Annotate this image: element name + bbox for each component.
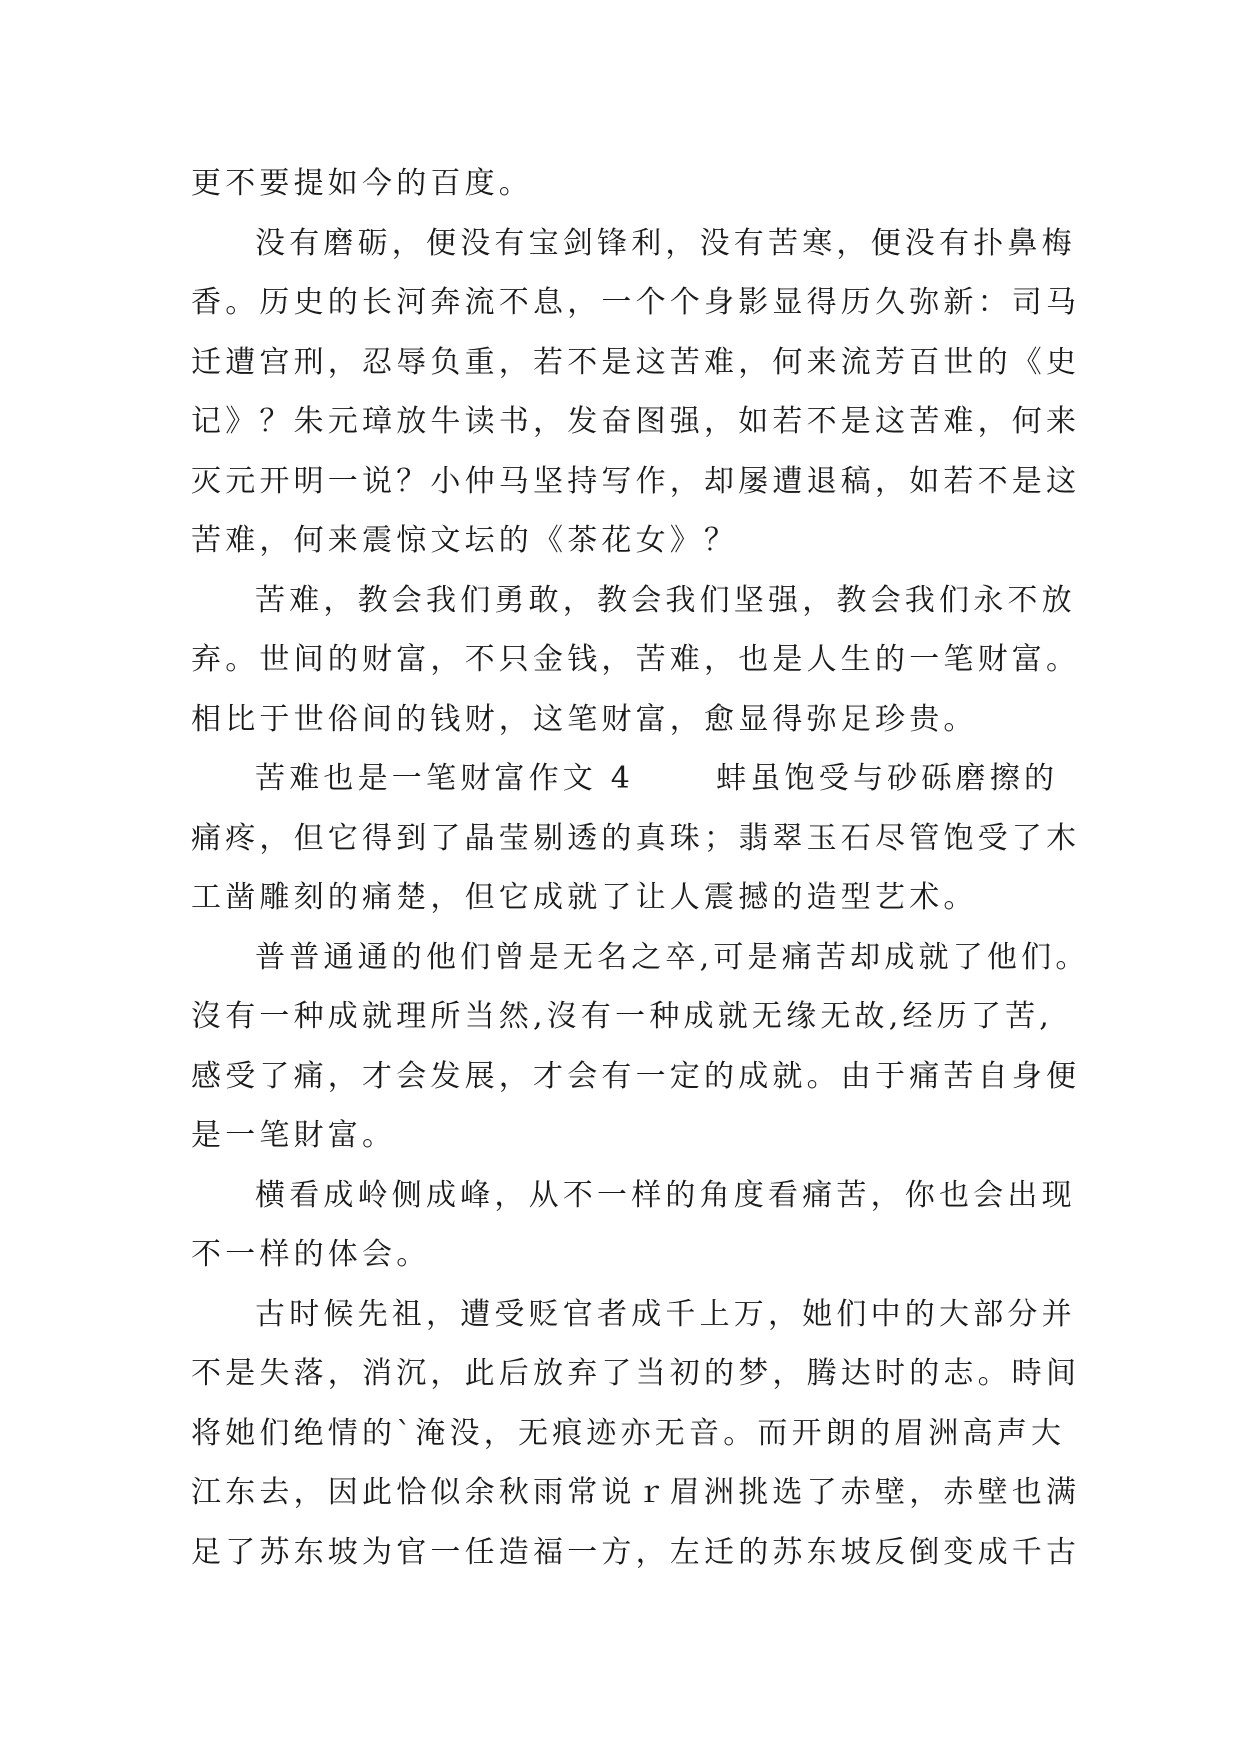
text-line: 工凿雕刻的痛楚，但它成就了让人震撼的造型艺术。 [191,880,978,915]
text-line: 苦难也是一笔财富作文 4 蚌虽饱受与砂砾磨擦的 [255,761,1059,796]
text-line: 古时候先祖，遭受贬官者成千上万，她们中的大部分并 [255,1296,1076,1332]
text-line: 没有磨砺，便没有宝剑锋利，没有苦寒，便没有扑鼻梅 [255,225,1076,261]
text-line: 香。历史的长河奔流不息，一个个身影显得历久弥新：司马 [191,285,1081,320]
text-line: 苦难，何来震惊文坛的《茶花女》？ [191,523,739,558]
text-line: 普普通通的他们曾是无名之卒,可是痛苦却成就了他们。 [255,939,1090,975]
text-line: 记》？朱元璋放牛读书，发奋图强，如若不是这苦难，何来 [191,404,1081,439]
text-line: 横看成岭侧成峰，从不一样的角度看痛苦，你也会出现 [255,1177,1076,1213]
text-line: 痛疼，但它得到了晶莹剔透的真珠；翡翠玉石尽管饱受了木 [191,820,1081,856]
text-line: 迁遭宫刑，忍辱负重，若不是这苦难，何来流芳百世的《史 [191,344,1081,380]
text-line: 更不要提如今的百度。 [191,166,533,201]
text-line: 相比于世俗间的钱财，这笔财富，愈显得弥足珍贵。 [191,701,978,737]
text-line: 弃。世间的财富，不只金钱，苦难，也是人生的一笔财富。 [191,642,1081,677]
text-line: 感受了痛，才会发展，才会有一定的成就。由于痛苦自身便 [191,1058,1081,1094]
text-line: 沒有一种成就理所当然,沒有一种成就无缘无故,经历了苦, [191,999,1054,1034]
text-line: 是一笔財富。 [191,1118,397,1153]
body-text [191,154,1090,1582]
text-line: 江东去，因此恰似余秋雨常说ｒ眉洲挑选了赤壁，赤壁也满 [191,1475,1081,1510]
text-line: 不是失落，消沉，此后放弃了当初的梦，腾达时的志。時间 [191,1356,1081,1391]
text-line: 苦难，教会我们勇敢，教会我们坚强，教会我们永不放 [255,582,1076,618]
text-line: 不一样的体会。 [191,1237,431,1272]
text-line: 将她们绝情的`淹没，无痕迹亦无音。而开朗的眉洲高声大 [191,1415,1066,1451]
text-line: 足了苏东坡为官一任造福一方，左迁的苏东坡反倒变成千古 [191,1534,1081,1570]
text-line: 灭元开明一说？小仲马坚持写作，却屡遭退稿，如若不是这 [191,463,1081,499]
